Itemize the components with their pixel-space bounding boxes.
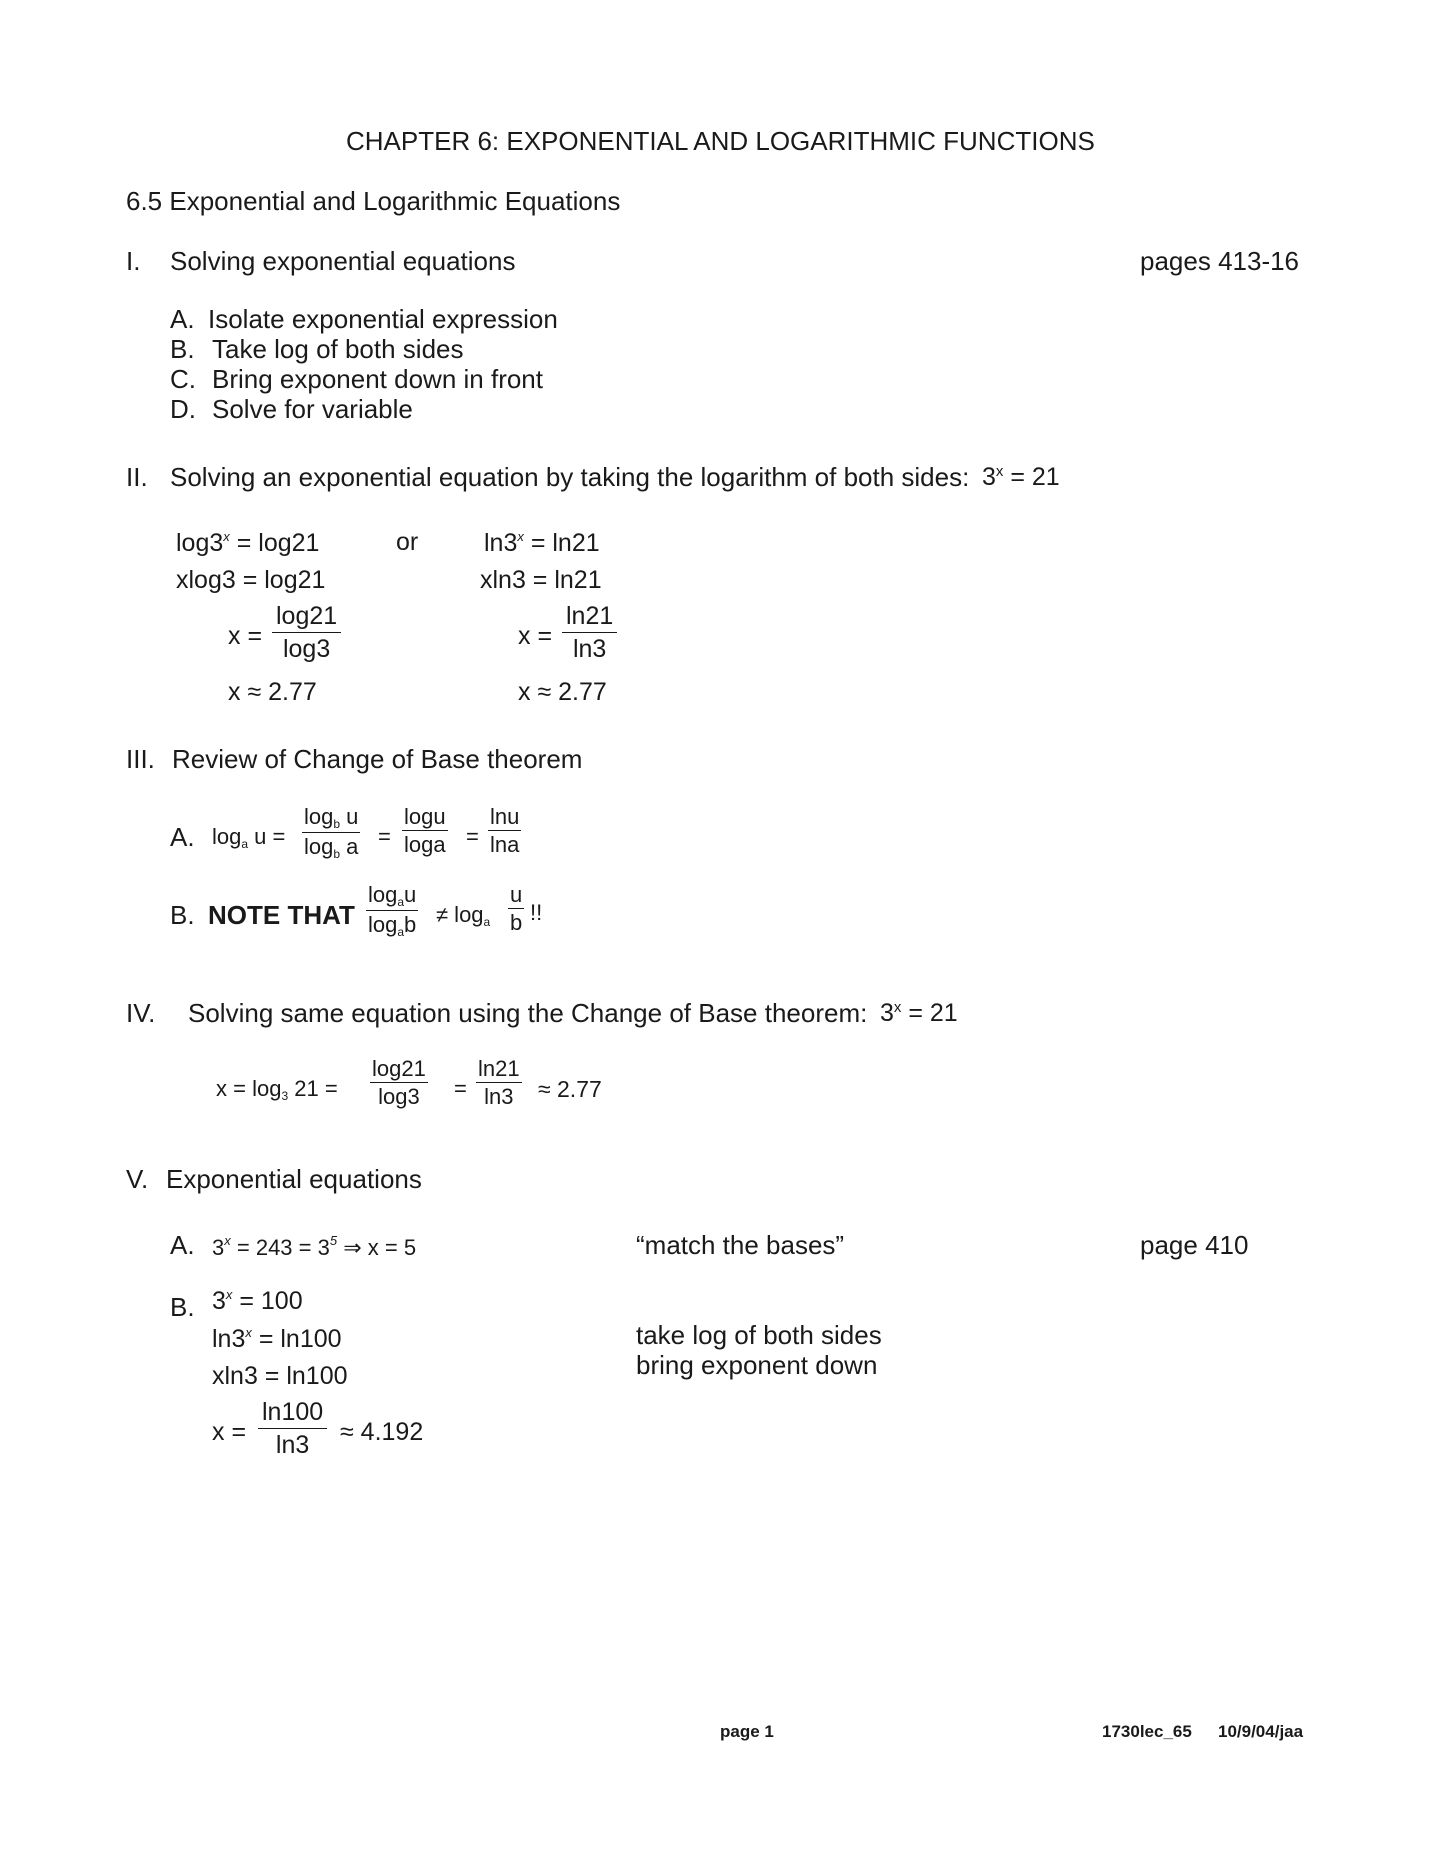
equals-sign: =	[454, 1076, 467, 1101]
equals-sign: =	[466, 824, 479, 849]
solution-approx: ≈ 2.77	[538, 1076, 602, 1102]
section-4-numeral: IV.	[126, 998, 156, 1028]
log-step-4: x ≈ 2.77	[228, 678, 317, 706]
list-item-letter: B.	[170, 334, 195, 364]
example-b-fraction: $\frac{\ln 100}{\ln 3}$	[258, 1400, 327, 1458]
ln-step-2: xln3 = ln21	[480, 566, 602, 594]
log-fraction: $\frac{\log 21}{\log 3}$	[272, 604, 341, 662]
change-of-base-solution-lhs: $x = \log_3 21$ =	[216, 1076, 338, 1103]
match-bases-note: “match the bases”	[636, 1230, 845, 1260]
log-step-3-lhs: x =	[228, 622, 263, 650]
list-item: Take log of both sides	[212, 334, 464, 364]
ln-step-4: x ≈ 2.77	[518, 678, 607, 706]
footer-date: 10/9/04/jaa	[1218, 1722, 1304, 1741]
or-label: or	[396, 528, 419, 556]
section-2-title: Solving an exponential equation by taking the logarithm of both sides:	[170, 462, 970, 492]
section-2-numeral: II.	[126, 462, 148, 492]
chapter-title: CHAPTER 6: EXPONENTIAL AND LOGARITHMIC FUNCTIONS	[346, 126, 1095, 156]
change-of-base-fraction-3: $\frac{\ln u}{\ln a}$	[490, 804, 520, 857]
section-2-equation: 3$^x$ = 21	[982, 463, 1060, 491]
change-of-base-fraction-1: $\frac{\log_b u}{\log_b a}$	[304, 804, 359, 861]
note-rhs-fraction: $\frac{u}{b}$	[510, 882, 523, 935]
ln-fraction: $\frac{\ln 21}{\ln 3}$	[562, 604, 617, 662]
list-item-letter: D.	[170, 394, 196, 424]
section-3-numeral: III.	[126, 744, 155, 774]
change-of-base-fraction-2: $\frac{\log u}{\log a}$	[404, 804, 446, 857]
footer-doc-code: 1730lec_65	[1102, 1722, 1192, 1741]
section-4-equation: 3$^x$ = 21	[880, 999, 958, 1027]
item-a-letter: A.	[170, 1230, 195, 1260]
ln-step-3-lhs: x =	[518, 622, 553, 650]
section-title: 6.5 Exponential and Logarithmic Equations	[126, 186, 621, 216]
not-equal-log: ≠ $\log_a$	[436, 902, 491, 929]
section-4-title: Solving same equation using the Change of Base theorem:	[188, 998, 868, 1028]
section-5-numeral: V.	[126, 1164, 149, 1194]
page-410-ref: page 410	[1140, 1230, 1249, 1260]
log-step-2: xlog3 = log21	[176, 566, 326, 594]
example-b-line-2: ln3$^x$ = ln100	[212, 1325, 342, 1353]
list-item-letter: A.	[170, 304, 195, 334]
note-fraction: $\frac{\log_au}{\log_ab}$	[368, 882, 417, 939]
section-5-title: Exponential equations	[166, 1164, 422, 1194]
exclamation: !!	[530, 900, 543, 925]
solution-fraction-2: $\frac{\ln 21}{\ln 3}$	[478, 1056, 520, 1109]
section-1-numeral: I.	[126, 246, 141, 276]
example-b-line-1: 3$^x$ = 100	[212, 1287, 303, 1315]
item-b-letter: B.	[170, 900, 195, 930]
list-item: Solve for variable	[212, 394, 413, 424]
example-b-approx: ≈ 4.192	[340, 1418, 424, 1446]
equals-sign: =	[378, 824, 391, 849]
log-step-1: log3$^x$ = log21	[176, 529, 320, 557]
list-item-letter: C.	[170, 364, 196, 394]
section-1-title: Solving exponential equations	[170, 246, 516, 276]
change-of-base-lhs: $\log_a u$ =	[212, 824, 286, 851]
footer-page-number: page 1	[720, 1722, 774, 1741]
note-bring-exponent: bring exponent down	[636, 1350, 878, 1380]
ln-step-1: ln3$^x$ = ln21	[484, 529, 600, 557]
note-take-log: take log of both sides	[636, 1320, 882, 1350]
note-that-label: NOTE THAT	[208, 900, 355, 930]
item-a-letter: A.	[170, 822, 195, 852]
solution-fraction-1: $\frac{\log 21}{\log 3}$	[372, 1056, 426, 1109]
section-3-title: Review of Change of Base theorem	[172, 744, 583, 774]
item-b-letter: B.	[170, 1292, 195, 1322]
list-item: Bring exponent down in front	[212, 364, 543, 394]
example-b-line-4-lhs: x =	[212, 1418, 247, 1446]
example-b-line-3: xln3 = ln100	[212, 1362, 348, 1390]
list-item: Isolate exponential expression	[208, 304, 558, 334]
match-bases-equation: $3^x = 243 = 3^5$ ⇒ x = 5	[212, 1233, 417, 1260]
section-1-pages: pages 413-16	[1140, 246, 1300, 276]
